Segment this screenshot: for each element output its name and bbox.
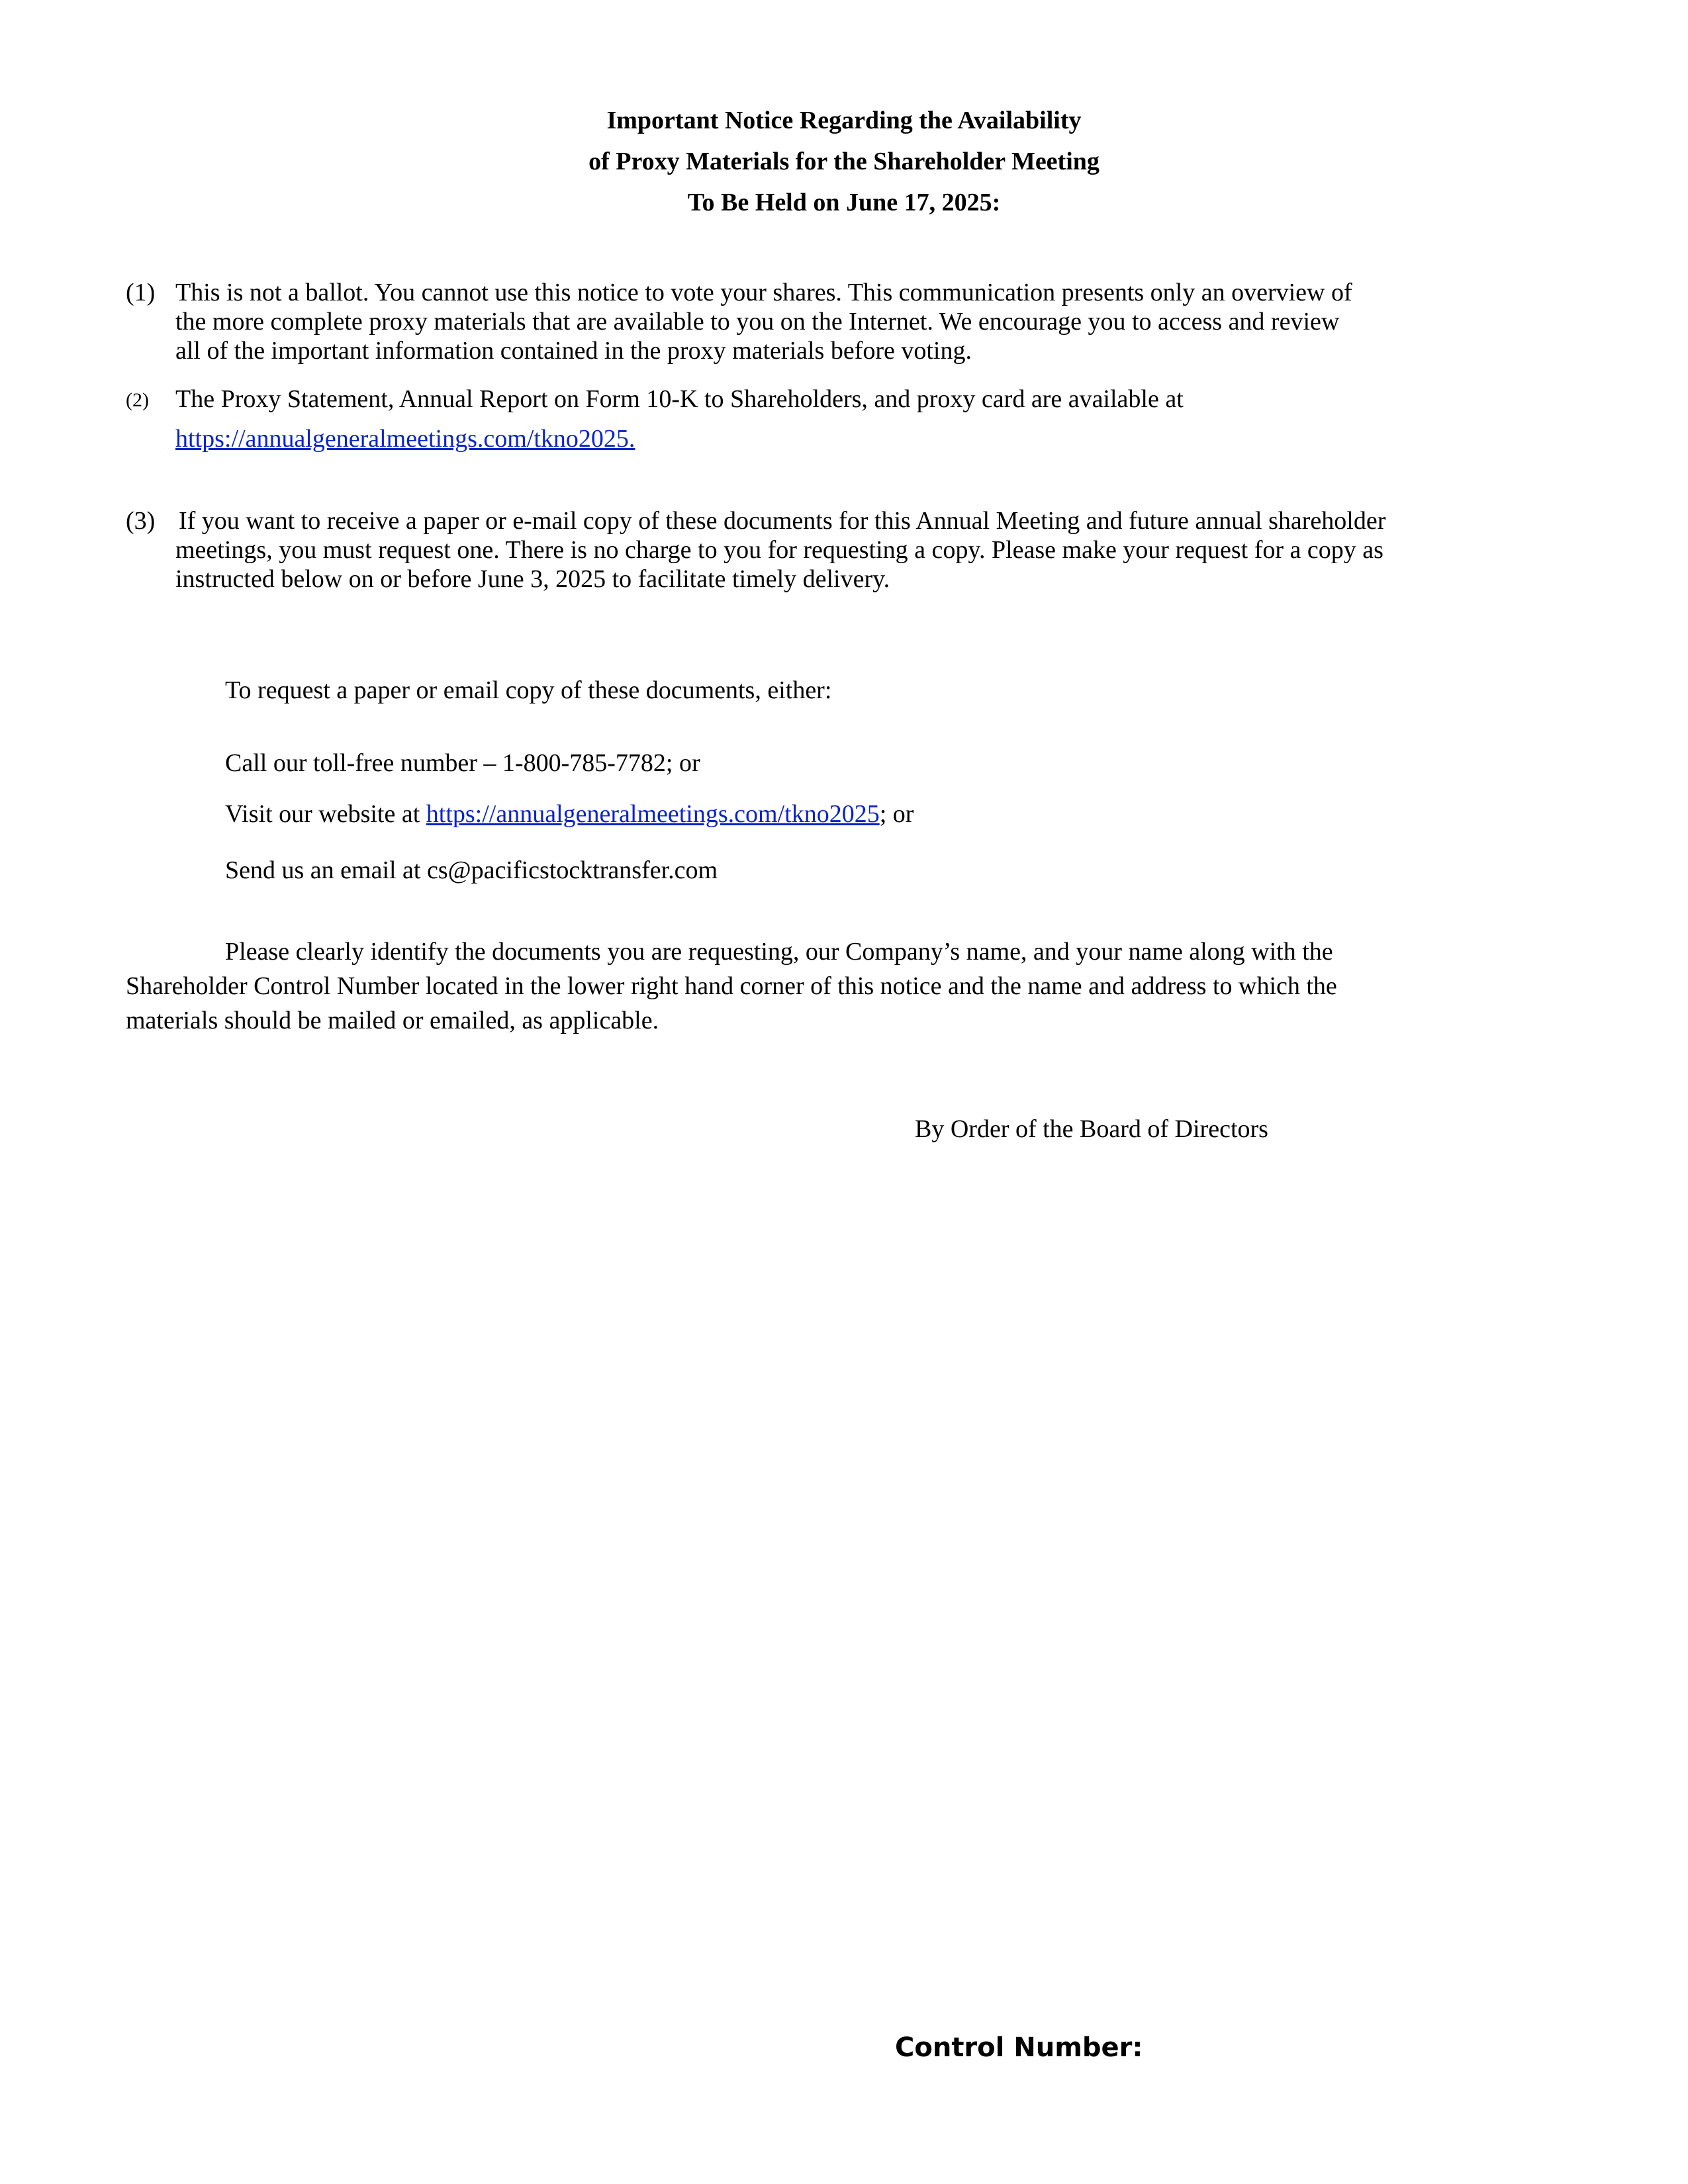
website-link[interactable]: https://annualgeneralmeetings.com/tkno2025 <box>426 800 880 828</box>
request-call: Call our toll-free number – 1-800-785-7782; or <box>225 749 700 777</box>
item-3-line-3: instructed below on or before June 3, 2025 to facilitate timely delivery. <box>175 565 890 593</box>
visit-prefix: Visit our website at <box>225 800 426 828</box>
notice-title-line-3: To Be Held on June 17, 2025: <box>687 189 1001 216</box>
item-3-number: (3) <box>126 507 156 535</box>
item-1-line-2: the more complete proxy materials that are available to you on the Internet. We encourage you to access and review <box>175 308 1340 336</box>
visit-suffix: ; or <box>879 800 914 828</box>
notice-title-line-1: Important Notice Regarding the Availability <box>606 107 1082 134</box>
control-number-label: Control Number: <box>895 2032 1143 2063</box>
item-3-line-2: meetings, you must request one. There is no charge to you for requesting a copy. Please make your request for a copy as <box>175 536 1383 564</box>
instructions-line-2: Shareholder Control Number located in the lower right hand corner of this notice and the name and address to which the <box>126 972 1337 1000</box>
request-visit <box>225 799 914 829</box>
instructions-line-1: Please clearly identify the documents you are requesting, our Company’s name, and your name along with the <box>225 938 1333 966</box>
item-2-line-1: The Proxy Statement, Annual Report on Form 10-K to Shareholders, and proxy card are available at <box>175 385 1184 413</box>
request-email: Send us an email at cs@pacificstocktransfer.com <box>225 856 718 884</box>
item-1-line-3: all of the important information contained in the proxy materials before voting. <box>175 337 972 365</box>
item-1-line-1: This is not a ballot. You cannot use this notice to vote your shares. This communication presents only an overview of <box>175 279 1352 306</box>
item-1-number: (1) <box>126 279 156 306</box>
board-signature: By Order of the Board of Directors <box>915 1115 1268 1143</box>
item-2-number: (2) <box>126 389 149 411</box>
instructions-line-3: materials should be mailed or emailed, as applicable. <box>126 1007 659 1034</box>
notice-title-line-2: of Proxy Materials for the Shareholder Meeting <box>588 148 1100 175</box>
item-3-line-1: If you want to receive a paper or e-mail copy of these documents for this Annual Meeting and future annual shareholder <box>179 507 1386 535</box>
request-intro: To request a paper or email copy of these documents, either: <box>225 676 832 704</box>
proxy-materials-link[interactable]: https://annualgeneralmeetings.com/tkno2025. <box>175 425 635 453</box>
